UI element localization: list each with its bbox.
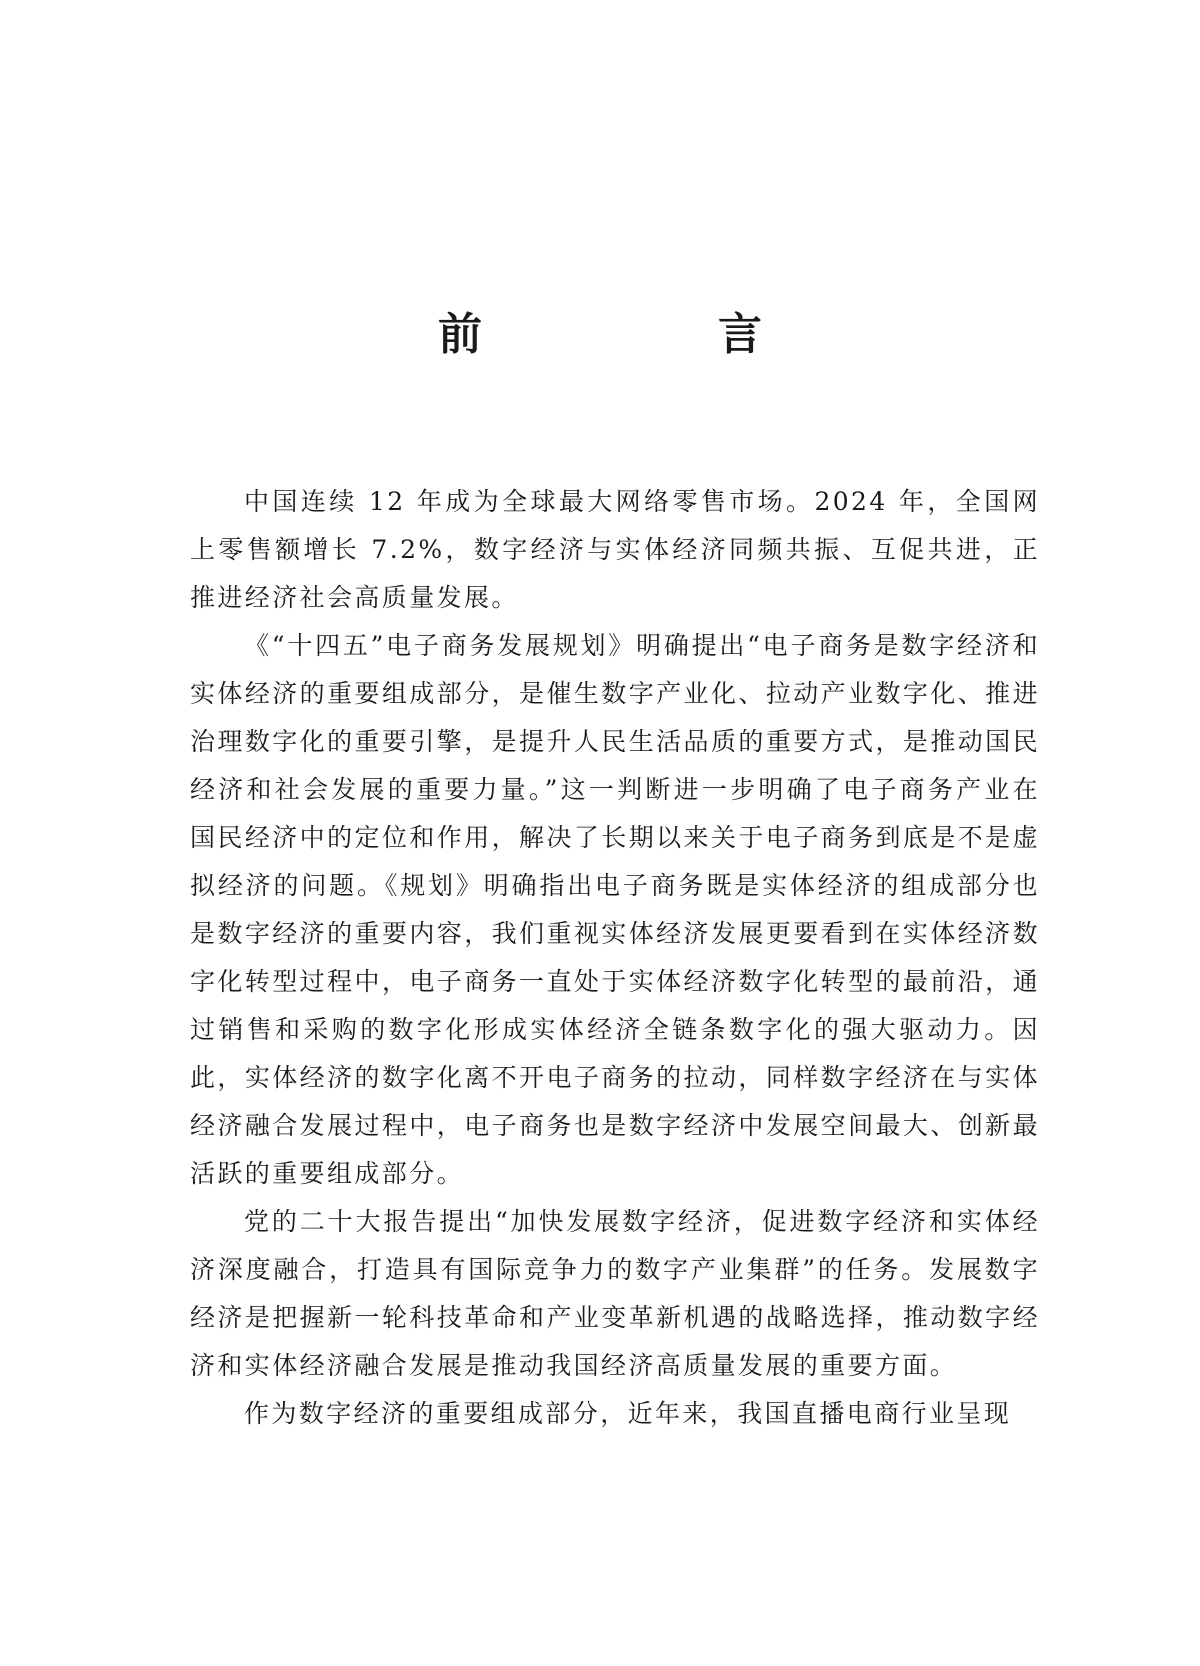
paragraph-3: 党的二十大报告提出“加快发展数字经济，促进数字经济和实体经济深度融合，打造具有国际竞争力的数字产业集群”的任务。发展数字经济是把握新一轮科技革命和产业变革新机遇的战略选择，推动数字经济和实体经济融合发展是推动我国经济高质量发展的重要方面。 [190,1207,1040,1380]
page-title: 前 言 [438,309,858,360]
document-body [190,478,1040,1438]
paragraph-1: 中国连续 12 年成为全球最大网络零售市场。2024 年，全国网上零售额增长 7.2%，数字经济与实体经济同频共振、互促共进，正推进经济社会高质量发展。 [190,487,1040,612]
paragraph-4: 作为数字经济的重要组成部分，近年来，我国直播电商行业呈现 [244,1399,1012,1428]
paragraph-2: 《“十四五”电子商务发展规划》明确提出“电子商务是数字经济和实体经济的重要组成部分，是催生数字产业化、拉动产业数字化、推进治理数字化的重要引擎，是提升人民生活品质的重要方式，是推动国民经济和社会发展的重要力量。”这一判断进一步明确了电子商务产业在国民经济中的定位和作用，解决了长期以来关于电子商务到底是不是虚拟经济的问题。《规划》明确指出电子商务既是实体经济的组成部分也是数字经济的重要内容，我们重视实体经济发展更要看到在实体经济数字化转型过程中，电子商务一直处于实体经济数字化转型的最前沿，通过销售和采购的数字化形成实体经济全链条数字化的强大驱动力。因此，实体经济的数字化离不开电子商务的拉动，同样数字经济在与实体经济融合发展过程中，电子商务也是数字经济中发展空间最大、创新最活跃的重要组成部分。 [190,631,1040,1188]
